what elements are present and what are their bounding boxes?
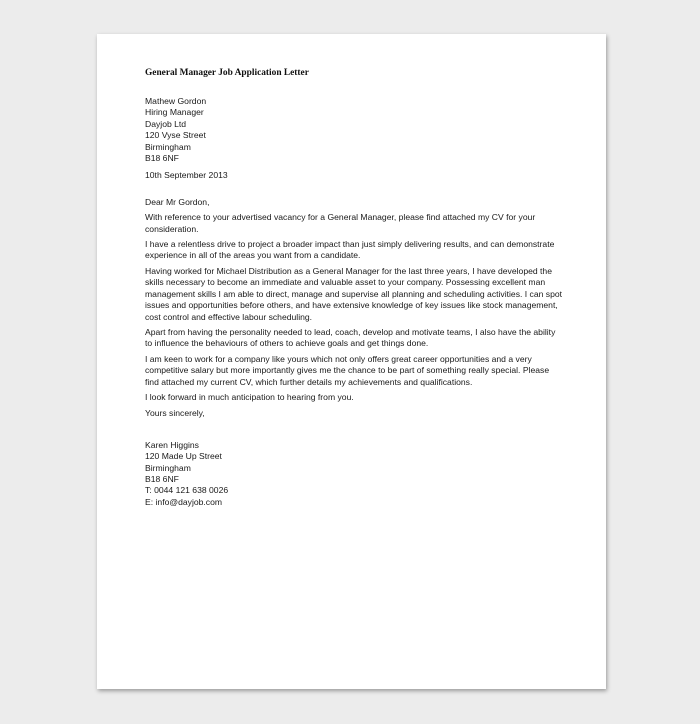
letter-title: General Manager Job Application Letter [145, 68, 309, 78]
paragraph-drive: I have a relentless drive to project a broader impact than just simply delivering results, and can demonstrate experience in all of the areas you want from a candidate. [145, 239, 555, 261]
sender-street: 120 Made Up Street [145, 451, 222, 462]
paragraph-experience: Having worked for Michael Distribution as a General Manager for the last three years, I have developed the skills necessary to become an immediate and valuable asset to your company. Possessing excellent man management skills I am able to direct, manage and supervise all planning and scheduling activities. I can spot issues and opportunities before others, and have extensive knowledge of key issues like stock management, cost control and effective labour scheduling. [145, 265, 563, 322]
recipient-postcode: B18 6NF [145, 153, 179, 164]
salutation: Dear Mr Gordon, [145, 196, 210, 207]
recipient-company: Dayjob Ltd [145, 118, 187, 129]
sender-name: Karen Higgins [145, 439, 199, 450]
recipient-street: 120 Vyse Street [145, 130, 206, 141]
paragraph-personality: Apart from having the personality needed to lead, coach, develop and motivate teams, I also have the ability to influence the behaviours of others to achieve goals and get things done. [145, 326, 556, 349]
sender-city: Birmingham [145, 462, 191, 473]
paragraph-motivation: I am keen to work for a company like yours which not only offers great career opportunities and a very competitive salary but more importantly gives me the chance to be part of something really special. Please find attached my current CV, which further details my achievements and qualifications. [145, 353, 550, 387]
letter-body [145, 67, 563, 508]
paragraph-closing: I look forward in much anticipation to hearing from you. [145, 391, 354, 402]
signoff: Yours sincerely, [145, 408, 205, 419]
sender-postcode: B18 6NF [145, 473, 179, 484]
recipient-name: Mathew Gordon [145, 96, 207, 106]
paragraph-intro: With reference to your advertised vacancy for a General Manager, please find attached my CV for your consideration. [145, 212, 536, 234]
letter-date: 10th September 2013 [145, 170, 228, 181]
document-page [97, 34, 606, 689]
recipient-city: Birmingham [145, 141, 191, 152]
sender-phone: T: 0044 121 638 0026 [145, 485, 229, 496]
sender-address [145, 440, 563, 508]
recipient-address [145, 96, 563, 164]
recipient-title: Hiring Manager [145, 107, 204, 118]
sender-email: E: info@dayjob.com [145, 496, 223, 507]
